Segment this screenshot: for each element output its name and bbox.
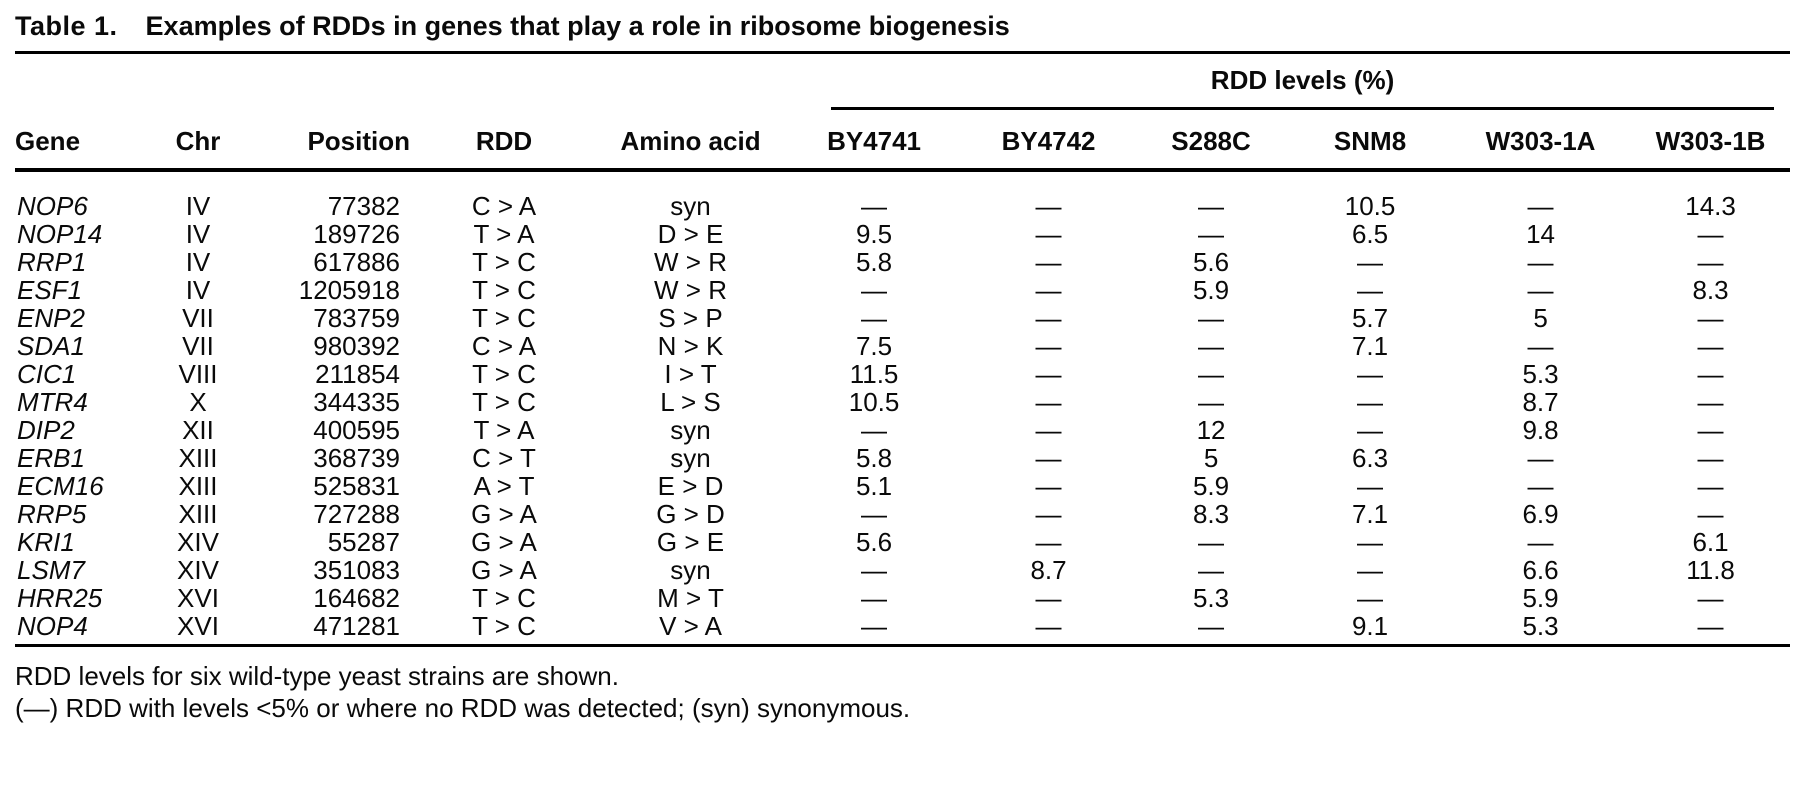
cell-w303-1a: 6.6 [1522,555,1559,585]
cell-gene: DIP2 [17,415,75,445]
cell-amino-acid: syn [670,555,711,585]
cell-chr: XII [182,415,214,445]
table-row [15,500,1790,528]
cell-w303-1b: 14.3 [1685,191,1736,221]
cell-by4742: — [1035,275,1062,305]
cell-rdd: T > C [472,275,536,305]
cell-w303-1b: — [1697,359,1724,389]
cell-amino-acid: syn [670,191,711,221]
cell-w303-1b: 8.3 [1692,275,1729,305]
cell-w303-1a: 14 [1526,219,1555,249]
cell-by4742: — [1035,583,1062,613]
column-header-chr: Chr [135,110,261,170]
cell-chr: IV [185,247,211,277]
cell-position: 164682 [313,583,400,613]
cell-amino-acid: L > S [660,387,721,417]
column-header-rdd: RDD [410,110,598,170]
cell-chr: VII [182,303,214,333]
cell-gene: ECM16 [17,471,104,501]
column-header-gene: Gene [15,110,135,170]
cell-amino-acid: W > R [654,247,727,277]
cell-w303-1a: — [1527,247,1554,277]
cell-gene: NOP14 [17,219,103,249]
cell-snm8: — [1357,247,1384,277]
cell-by4741: — [861,191,888,221]
table-row [15,416,1790,444]
cell-snm8: — [1357,555,1384,585]
cell-snm8: — [1357,359,1384,389]
column-header-snm8: SNM8 [1290,110,1450,170]
table-row [15,276,1790,304]
cell-snm8: — [1357,415,1384,445]
table-row [15,388,1790,416]
cell-rdd: A > T [473,471,535,501]
cell-amino-acid: G > E [656,527,725,557]
cell-position: 617886 [313,247,400,277]
cell-s288c: — [1198,387,1225,417]
cell-gene: HRR25 [17,583,103,613]
cell-snm8: 5.7 [1351,303,1389,333]
cell-s288c: 8.3 [1192,499,1230,529]
cell-w303-1b: — [1697,331,1724,361]
cell-by4742: — [1035,191,1062,221]
cell-w303-1a: — [1527,443,1554,473]
cell-chr: IV [185,275,211,305]
cell-position: 368739 [313,443,400,473]
table-row [15,528,1790,556]
cell-chr: XIV [177,527,219,557]
cell-snm8: 7.1 [1351,499,1389,529]
cell-by4741: — [861,611,888,641]
cell-amino-acid: W > R [654,275,727,305]
cell-w303-1b: 11.8 [1686,555,1735,585]
cell-position: 211854 [315,359,400,389]
cell-snm8: 9.1 [1351,611,1389,641]
cell-s288c: — [1198,527,1225,557]
cell-gene: MTR4 [17,387,88,417]
cell-s288c: — [1198,359,1225,389]
cell-w303-1a: — [1527,275,1554,305]
cell-position: 344335 [313,387,400,417]
cell-w303-1a: 9.8 [1522,415,1559,445]
cell-position: 189726 [313,219,400,249]
cell-amino-acid: G > D [656,499,725,529]
cell-gene: ESF1 [17,275,83,305]
cell-w303-1b: — [1697,415,1724,445]
cell-s288c: — [1198,219,1225,249]
column-header-s288c: S288C [1132,110,1290,170]
cell-w303-1b: — [1697,247,1724,277]
cell-rdd: C > A [471,191,537,221]
column-header-w303-1b: W303-1B [1631,110,1790,170]
cell-w303-1b: — [1697,611,1724,641]
cell-snm8: — [1357,583,1384,613]
cell-w303-1a: — [1527,527,1554,557]
cell-w303-1a: — [1527,331,1554,361]
cell-by4742: — [1035,527,1062,557]
cell-chr: IV [185,191,211,221]
cell-s288c: — [1198,555,1225,585]
table-row [15,248,1790,276]
cell-s288c: 5.9 [1192,275,1230,305]
cell-by4741: 5.8 [855,443,893,473]
cell-w303-1b: 6.1 [1692,527,1729,557]
footnotes [15,660,1790,724]
table-title [15,10,1790,54]
table-row [15,584,1790,612]
cell-chr: IV [185,219,211,249]
cell-position: 525831 [313,471,400,501]
cell-amino-acid: N > K [657,331,724,361]
cell-position: 1205918 [298,275,400,305]
cell-by4742: — [1035,387,1062,417]
cell-w303-1b: — [1697,443,1724,473]
cell-chr: XIII [178,443,218,473]
spanner-spacer [15,54,783,110]
cell-gene: ENP2 [17,303,85,333]
cell-amino-acid: I > T [664,359,717,389]
cell-by4741: — [861,415,888,445]
cell-rdd: T > C [472,247,536,277]
cell-by4741: 9.5 [855,219,893,249]
cell-rdd: C > T [472,443,536,473]
cell-w303-1b: — [1697,471,1724,501]
table-row [15,332,1790,360]
cell-w303-1b: — [1697,303,1724,333]
cell-snm8: — [1357,387,1384,417]
cell-chr: XVI [177,583,219,613]
table-row [15,220,1790,248]
cell-gene: NOP4 [17,611,88,641]
cell-rdd: G > A [471,499,537,529]
cell-amino-acid: syn [670,415,711,445]
footnote-strains: RDD levels for six wild-type yeast strains are shown. [15,661,619,691]
table-row [15,556,1790,584]
cell-s288c: — [1198,191,1225,221]
cell-gene: KRI1 [17,527,75,557]
cell-s288c: — [1198,611,1225,641]
cell-by4742: — [1035,303,1062,333]
cell-rdd: G > A [471,527,537,557]
rdd-levels-spanner-cell [783,54,1790,110]
column-header-by4741: BY4741 [783,110,965,170]
cell-chr: XVI [177,611,219,641]
cell-amino-acid: V > A [659,611,722,641]
cell-snm8: 6.5 [1351,219,1389,249]
cell-s288c: 12 [1196,415,1226,445]
cell-position: 400595 [313,415,400,445]
cell-position: 55287 [327,527,400,557]
table-row [15,360,1790,388]
column-header-w303-1a: W303-1A [1450,110,1631,170]
cell-w303-1b: — [1697,583,1724,613]
table-number-label: Table 1. [15,11,118,41]
cell-by4742: — [1035,443,1062,473]
cell-w303-1a: 5.3 [1522,359,1559,389]
table-row [15,170,1790,220]
cell-amino-acid: D > E [657,219,724,249]
cell-position: 727288 [313,499,400,529]
cell-position: 471281 [313,611,400,641]
cell-chr: VIII [178,359,218,389]
cell-w303-1a: 6.9 [1522,499,1559,529]
cell-by4741: — [861,499,888,529]
cell-w303-1b: — [1697,387,1724,417]
cell-w303-1a: 5.9 [1522,583,1559,613]
cell-rdd: T > C [472,303,536,333]
cell-s288c: 5.3 [1192,583,1230,613]
cell-by4742: 8.7 [1030,555,1067,585]
cell-position: 980392 [313,331,400,361]
cell-rdd: T > C [472,583,536,613]
cell-s288c: 5 [1203,443,1219,473]
cell-position: 351083 [313,555,400,585]
cell-by4741: — [861,275,888,305]
cell-amino-acid: syn [670,443,711,473]
cell-snm8: — [1357,275,1384,305]
table-row [15,612,1790,646]
cell-rdd: G > A [471,555,537,585]
cell-w303-1a: — [1527,471,1554,501]
cell-by4741: — [861,555,888,585]
cell-w303-1a: 8.7 [1522,387,1559,417]
rdd-table [15,54,1790,647]
column-header-position: Position [261,110,410,170]
cell-by4741: 7.5 [855,331,893,361]
cell-gene: RRP1 [17,247,87,277]
cell-amino-acid: E > D [657,471,724,501]
cell-by4741: — [861,583,888,613]
cell-rdd: C > A [471,331,537,361]
cell-gene: CIC1 [17,359,77,389]
cell-gene: ERB1 [17,443,85,473]
spanner-row [15,54,1790,110]
cell-by4742: — [1035,471,1062,501]
cell-gene: RRP5 [17,499,87,529]
cell-chr: XIII [178,499,218,529]
cell-w303-1a: — [1527,191,1554,221]
cell-gene: LSM7 [17,555,85,585]
cell-chr: XIII [178,471,218,501]
cell-by4742: — [1035,331,1062,361]
cell-by4742: — [1035,247,1062,277]
cell-s288c: — [1198,331,1225,361]
cell-by4741: — [861,303,888,333]
column-header-row [15,110,1790,170]
cell-gene: NOP6 [17,191,88,221]
cell-by4741: 5.1 [855,471,893,501]
cell-rdd: T > C [472,387,536,417]
cell-amino-acid: M > T [657,583,724,613]
cell-by4742: — [1035,611,1062,641]
table-row [15,472,1790,500]
cell-chr: VII [182,331,214,361]
cell-snm8: 6.3 [1351,443,1389,473]
cell-snm8: — [1357,471,1384,501]
cell-rdd: T > C [472,359,536,389]
cell-by4742: — [1035,415,1062,445]
cell-rdd: T > C [472,611,536,641]
cell-s288c: 5.6 [1192,247,1230,277]
column-header-amino-acid: Amino acid [598,110,783,170]
cell-position: 77382 [327,191,400,221]
cell-chr: X [189,387,207,417]
cell-by4742: — [1035,219,1062,249]
cell-w303-1a: 5.3 [1522,611,1559,641]
cell-gene: SDA1 [17,331,85,361]
cell-by4741: 5.6 [855,527,893,557]
table-row [15,444,1790,472]
cell-by4741: 11.5 [849,359,899,389]
cell-w303-1a: 5 [1533,303,1548,333]
table-body [15,170,1790,646]
table-row [15,304,1790,332]
cell-snm8: 10.5 [1344,191,1396,221]
cell-by4741: 5.8 [855,247,893,277]
column-header-by4742: BY4742 [965,110,1132,170]
cell-rdd: T > A [473,415,535,445]
cell-s288c: — [1198,303,1225,333]
cell-position: 783759 [313,303,400,333]
cell-chr: XIV [177,555,219,585]
cell-by4741: 10.5 [848,387,900,417]
cell-snm8: 7.1 [1351,331,1389,361]
cell-rdd: T > A [473,219,535,249]
cell-s288c: 5.9 [1192,471,1230,501]
cell-snm8: — [1357,527,1384,557]
cell-amino-acid: S > P [658,303,723,333]
rdd-levels-spanner-label: RDD levels (%) [831,66,1774,110]
cell-by4742: — [1035,499,1062,529]
cell-w303-1b: — [1697,219,1724,249]
cell-w303-1b: — [1697,499,1724,529]
cell-by4742: — [1035,359,1062,389]
footnote-legend: (—) RDD with levels <5% or where no RDD was detected; (syn) synonymous. [15,693,911,723]
table-title-text: Examples of RDDs in genes that play a role in ribosome biogenesis [145,11,1010,41]
